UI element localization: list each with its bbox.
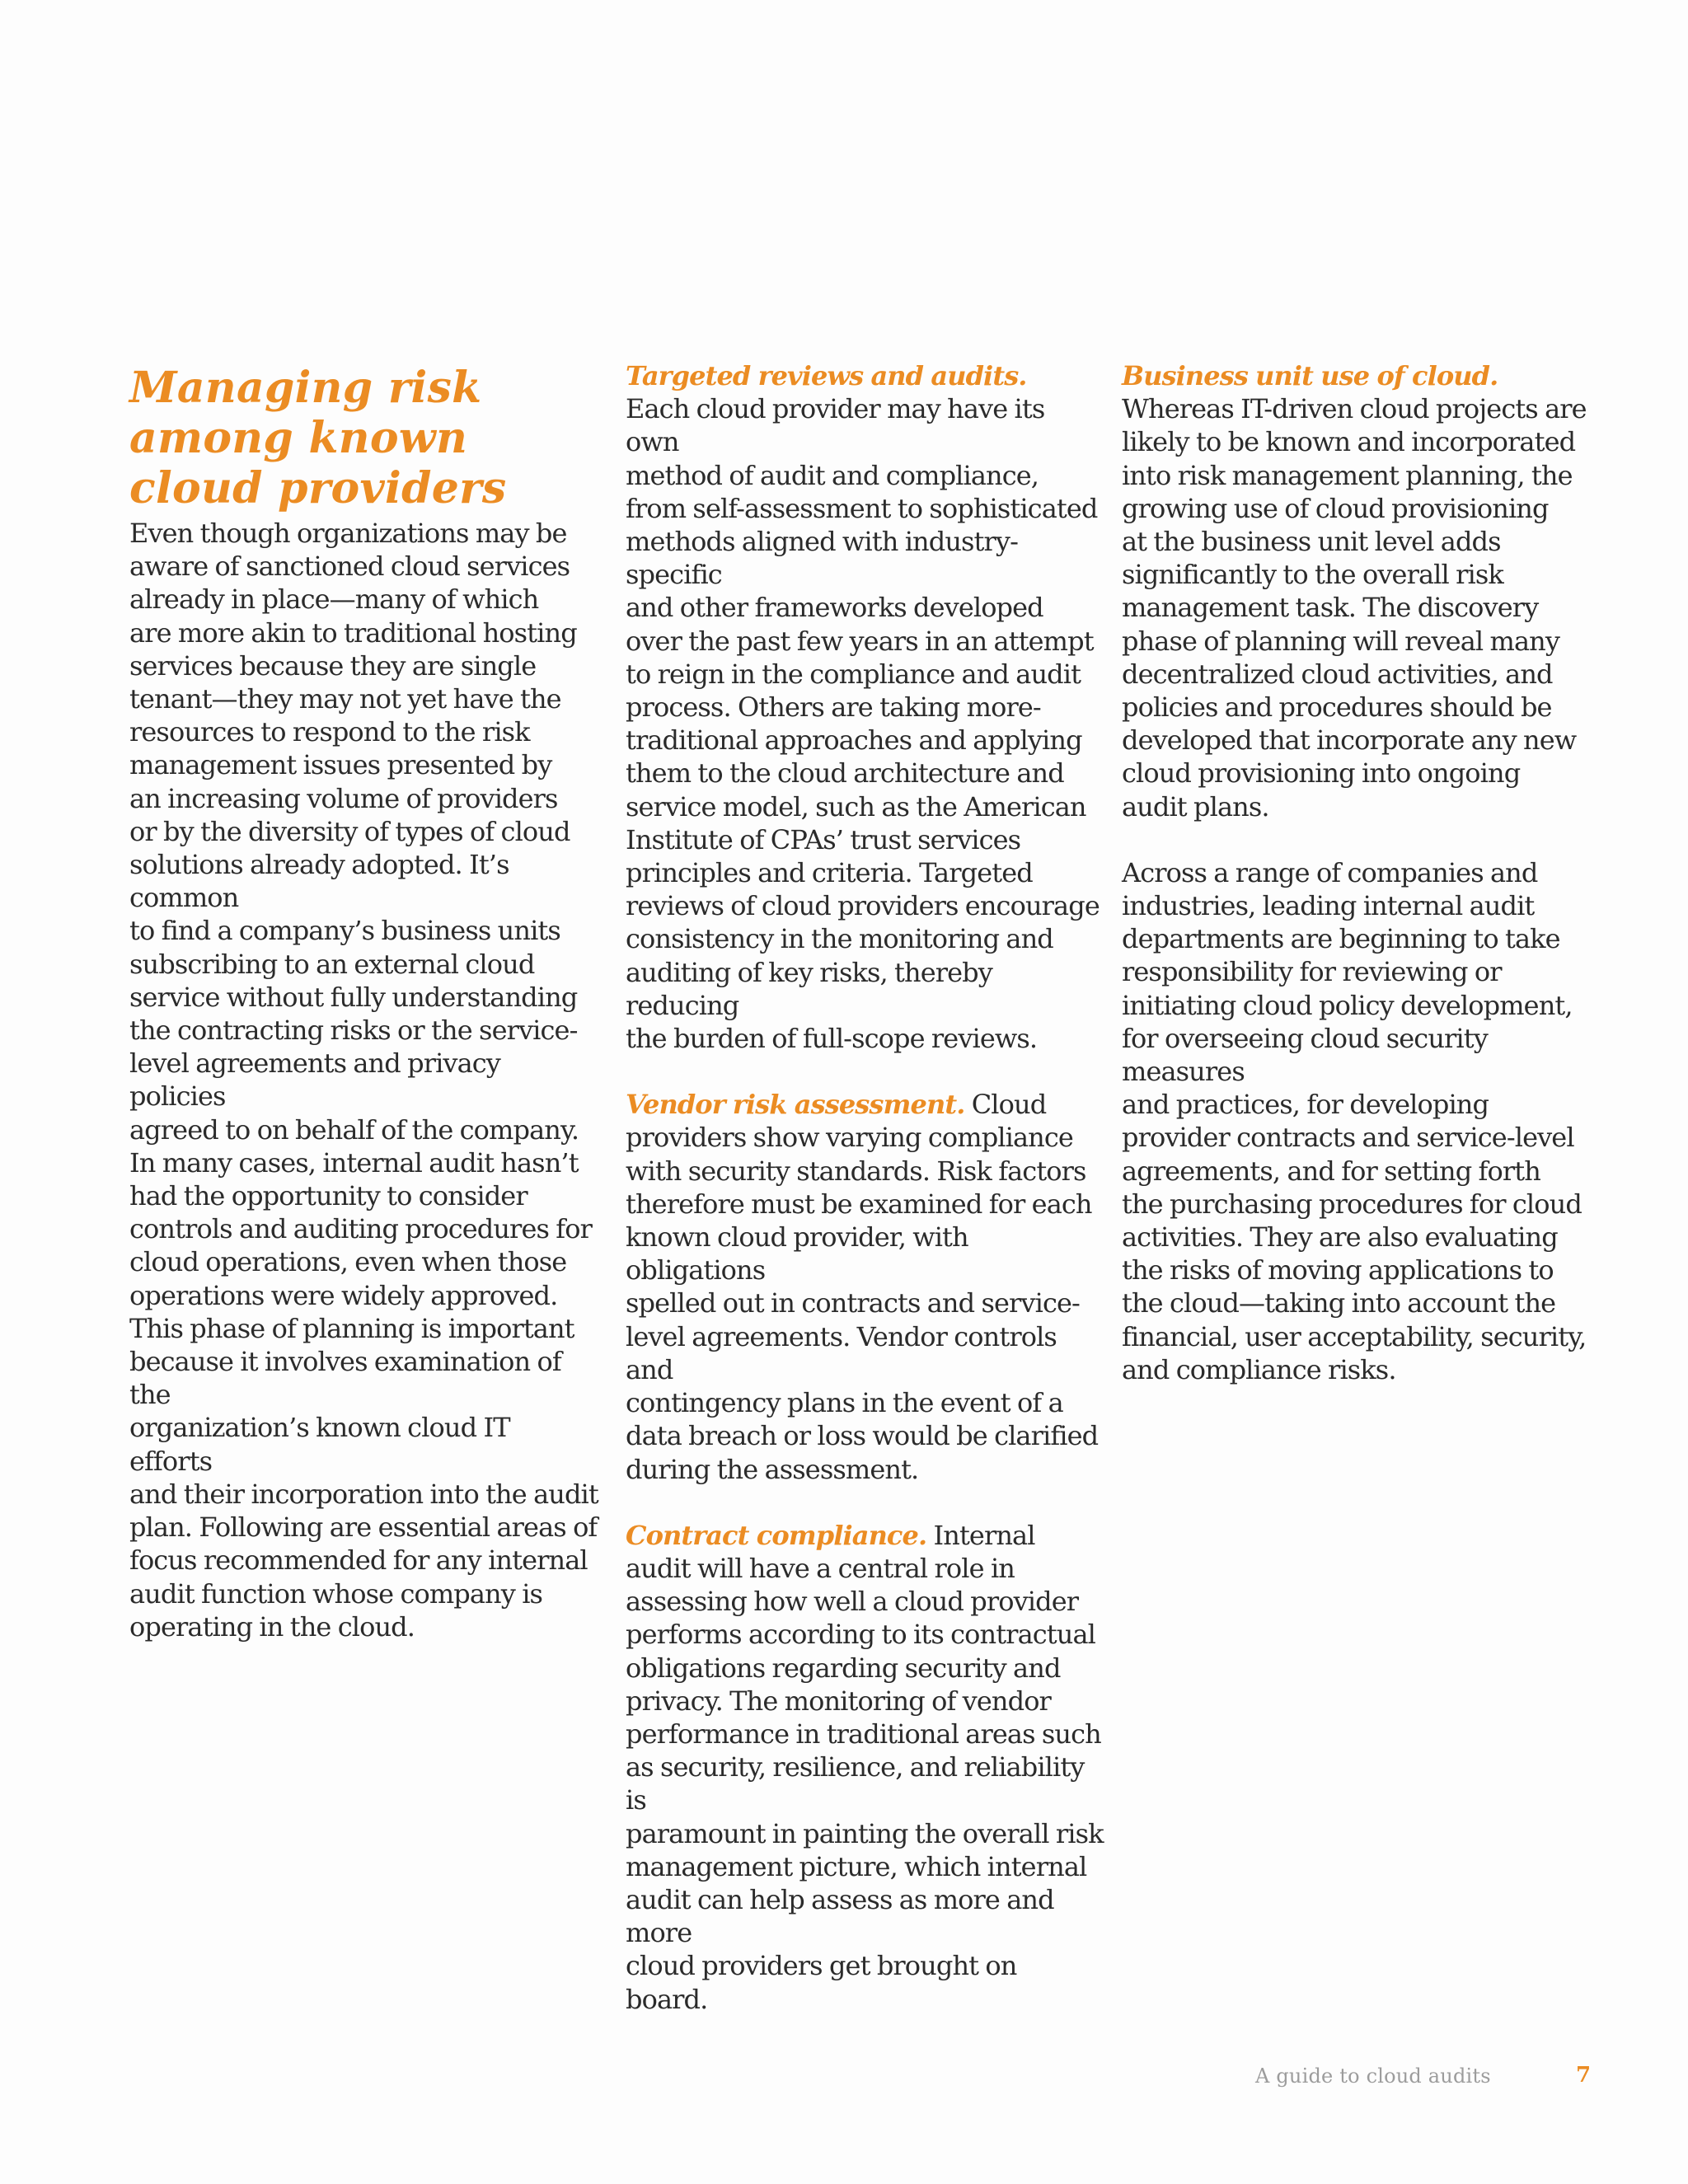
business-unit-body: Whereas IT-driven cloud projects are likely to be known and incorporated into risk management planning, the growing use of cloud provisioning at the business unit level adds significantly to the overall risk management task. The discovery phase of planning will reveal many decentralized cloud activities, and policies and procedures should be developed that incorporate any new cloud provisioning into ongoing audit plans. [1122, 393, 1587, 823]
contract-compliance-body: Internal audit will have a central role in assessing how well a cloud provider performs according to its contractual obligations regarding security and privacy. The monitoring of vendor performance in traditional areas such as security, resilience, and reliability is paramount in painting the overall risk management picture, which internal audit can help assess as more and more cloud providers get brought on board. [626, 1519, 1104, 2015]
business-unit-paragraph [1122, 359, 1600, 823]
column-middle [626, 360, 1104, 2049]
business-unit-heading: Business unit use of cloud. [1122, 360, 1498, 391]
intro-paragraph: Even though organizations may be aware of sanctioned cloud services already in place—many of which are more akin to traditional hosting services because they are single tenant—they may not yet have the resources to respond to the risk management issues presented by an increasing volume of providers or by the diversity of types of cloud solutions already adopted. It’s common to find a company’s business units subscribing to an external cloud service without fully understanding the contracting risks or the service- level agreements and privacy policies agreed to on behalf of the company. In many cases, internal audit hasn’t had the opportunity to consider controls and auditing procedures for cloud operations, even when those operations were widely approved. This phase of planning is important because it involves examination of the organization’s known cloud IT efforts and their incorporation into the audit plan. Following are essential areas of focus recommended for any internal audit function whose company is operating in the cloud. [129, 518, 598, 1643]
targeted-reviews-heading: Targeted reviews and audits. [626, 360, 1027, 391]
column-left [129, 363, 599, 1676]
vendor-risk-paragraph [626, 1088, 1104, 1485]
vendor-risk-body: Cloud providers show varying compliance with security standards. Risk factors therefore must be examined for each known cloud provider, with obligations spelled out in contracts and service- level agreements. Vendor controls and contingency plans in the event of a data breach or loss would be clarified during the assessment. [626, 1089, 1099, 1485]
targeted-reviews-body: Each cloud provider may have its own method of audit and compliance, from self-assessment to sophisticated methods aligned with industry-specific and other frameworks developed over the past few years in an attempt to reign in the compliance and audit process. Others are taking more- traditional approaches and applying them to the cloud architecture and service model, such as the American Institute of CPAs’ trust services principles and criteria. Targeted reviews of cloud providers encourage consistency in the monitoring and auditing of key risks, thereby reducing the burden of full-scope reviews. [626, 393, 1100, 1055]
page-number: 7 [1576, 2063, 1592, 2088]
contract-compliance-heading: Contract compliance. [626, 1519, 927, 1551]
footer-document-title: A guide to cloud audits [1255, 2064, 1491, 2088]
closing-paragraph: Across a range of companies and industries, leading internal audit departments are beginning to take responsibility for reviewing or initiating cloud policy development, for overseeing cloud security measures and practices, for developing provider contracts and service-level agreements, and for setting forth the purchasing procedures for cloud activities. They are also evaluating the risks of moving applications to the cloud—taking into account the financial, user acceptability, security, and compliance risks. [1122, 856, 1587, 1385]
column-right [1122, 360, 1600, 1419]
vendor-risk-heading: Vendor risk assessment. [626, 1089, 965, 1121]
section-title: Managing risk among known cloud providers [129, 363, 507, 513]
contract-compliance-paragraph [626, 1519, 1104, 2016]
targeted-reviews-paragraph [626, 359, 1104, 1055]
